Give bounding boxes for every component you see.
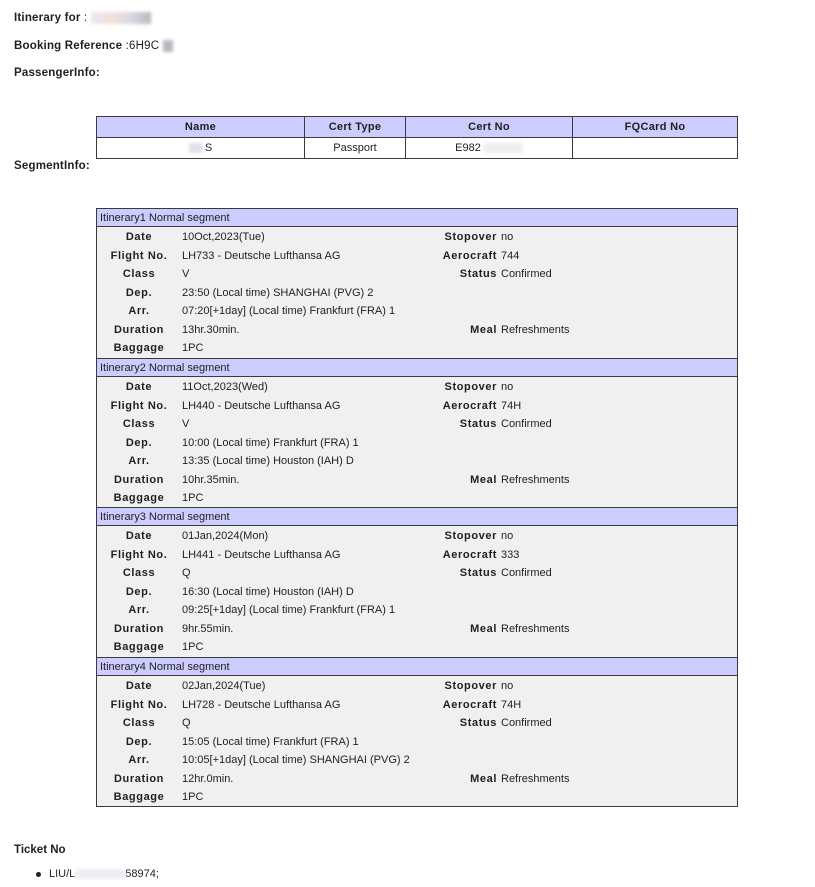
field-value-meal: Refreshments: [501, 473, 570, 486]
redacted-ticket-block: [75, 869, 125, 879]
cell-name: [97, 138, 305, 159]
field-value-stopover: no: [501, 381, 514, 393]
field-value-dep: 10:00 (Local time) Frankfurt (FRA) 1: [182, 436, 359, 449]
field-value-stopover: no: [501, 680, 514, 692]
field-label-meal: Meal: [470, 323, 497, 336]
segment-row: [97, 265, 737, 283]
field-label-baggage: Baggage: [113, 342, 165, 354]
segments-bottom-border: [96, 806, 738, 807]
field-value-meal: Refreshments: [501, 323, 570, 336]
field-value-dep: 16:30 (Local time) Houston (IAH) D: [182, 585, 354, 598]
segment-row: [97, 471, 737, 489]
field-value-status: Confirmed: [501, 567, 552, 579]
segment-row: [97, 546, 737, 564]
segment-row: [97, 378, 737, 396]
segment-body: [96, 526, 738, 657]
col-header-fqcard-no: FQCard No: [573, 117, 738, 138]
field-label-dep: Dep.: [125, 735, 153, 748]
field-label-arr: Arr.: [128, 754, 150, 766]
field-value-date: 02Jan,2024(Tue): [182, 680, 266, 692]
segment-title: Itinerary3 Normal segment: [96, 507, 738, 526]
bullet-icon: [36, 872, 41, 877]
field-label-class: Class: [122, 268, 156, 280]
field-label-meal: Meal: [470, 473, 497, 486]
field-value-aerocraft: 74H: [501, 698, 522, 711]
field-label-dep: Dep.: [125, 436, 153, 449]
field-label-duration: Duration: [113, 772, 165, 785]
field-value-flight-no: LH733 - Deutsche Lufthansa AG: [182, 249, 341, 262]
cell-cert-no: [406, 138, 573, 159]
segment-row: [97, 321, 737, 339]
col-header-cert-type: Cert Type: [305, 117, 406, 138]
field-label-class: Class: [122, 418, 156, 430]
field-value-stopover: no: [501, 231, 514, 243]
field-value-date: 11Oct,2023(Wed): [182, 381, 268, 393]
segment-row: [97, 583, 737, 601]
segment-row: [97, 397, 737, 415]
segment-row: [97, 284, 737, 302]
segment-row: [97, 714, 737, 732]
segment-info-label: SegmentInfo:: [14, 160, 90, 172]
passenger-table-row: [97, 138, 738, 159]
field-value-aerocraft: 333: [501, 548, 520, 561]
field-label-flight-no: Flight No.: [110, 249, 168, 262]
field-value-flight-no: LH441 - Deutsche Lufthansa AG: [182, 548, 341, 561]
field-value-baggage: 1PC: [182, 492, 204, 504]
field-label-aerocraft: Aerocraft: [442, 249, 497, 262]
segment-title: Itinerary2 Normal segment: [96, 358, 738, 377]
field-label-date: Date: [125, 680, 153, 692]
field-label-date: Date: [125, 231, 153, 243]
booking-reference-label: Booking Reference: [14, 40, 123, 53]
redacted-ref-block: [163, 40, 173, 52]
field-value-class: V: [182, 418, 190, 430]
segment-row: [97, 601, 737, 619]
ticket-item-suffix: 58974;: [125, 868, 159, 880]
field-label-aerocraft: Aerocraft: [442, 548, 497, 561]
itinerary-for-line: [14, 12, 151, 24]
field-value-duration: 12hr.0min.: [182, 772, 234, 785]
field-label-date: Date: [125, 381, 153, 393]
field-label-duration: Duration: [113, 473, 165, 486]
field-label-status: Status: [459, 567, 497, 579]
ticket-list-item: [36, 868, 159, 880]
cell-fqcard-no: [573, 138, 738, 159]
field-label-arr: Arr.: [128, 455, 150, 467]
field-label-flight-no: Flight No.: [110, 548, 168, 561]
segment-body: [96, 377, 738, 508]
field-label-aerocraft: Aerocraft: [442, 698, 497, 711]
field-value-meal: Refreshments: [501, 622, 570, 635]
passenger-info-label: PassengerInfo:: [14, 67, 100, 79]
field-value-class: V: [182, 268, 190, 280]
segment-body: [96, 676, 738, 807]
segment-row: [97, 733, 737, 751]
field-label-class: Class: [122, 717, 156, 729]
redacted-cell-block: [483, 143, 523, 153]
field-value-status: Confirmed: [501, 418, 552, 430]
passenger-table: [96, 116, 738, 159]
field-label-dep: Dep.: [125, 286, 153, 299]
field-label-flight-no: Flight No.: [110, 698, 168, 711]
field-value-class: Q: [182, 567, 191, 579]
field-value-baggage: 1PC: [182, 342, 204, 354]
field-label-stopover: Stopover: [444, 680, 497, 692]
segment-row: [97, 770, 737, 788]
field-label-date: Date: [125, 530, 153, 542]
field-value-dep: 15:05 (Local time) Frankfurt (FRA) 1: [182, 735, 359, 748]
segment-row: [97, 527, 737, 545]
field-value-duration: 9hr.55min.: [182, 622, 234, 635]
field-label-duration: Duration: [113, 622, 165, 635]
redacted-name-block: [91, 12, 151, 24]
segment-block: [96, 358, 738, 508]
segment-row: [97, 452, 737, 470]
field-value-stopover: no: [501, 530, 514, 542]
segment-block: [96, 208, 738, 358]
passenger-table-header: [97, 117, 738, 138]
itinerary-for-label: Itinerary for: [14, 12, 81, 25]
field-label-status: Status: [459, 418, 497, 430]
segment-block: [96, 657, 738, 807]
redacted-cell-block: [189, 143, 203, 153]
field-label-stopover: Stopover: [444, 231, 497, 243]
segment-row: [97, 489, 737, 507]
segment-row: [97, 677, 737, 695]
segment-row: [97, 434, 737, 452]
segment-row: [97, 564, 737, 582]
booking-reference-value: :6H9C: [125, 40, 160, 53]
field-label-meal: Meal: [470, 772, 497, 785]
field-label-baggage: Baggage: [113, 641, 165, 653]
segment-row: [97, 696, 737, 714]
segment-row: [97, 751, 737, 769]
segment-row: [97, 247, 737, 265]
segment-body: [96, 227, 738, 358]
segment-row: [97, 302, 737, 320]
segment-row: [97, 228, 737, 246]
field-value-aerocraft: 74H: [501, 399, 522, 412]
itinerary-for-value: :: [83, 12, 88, 25]
field-label-stopover: Stopover: [444, 530, 497, 542]
col-header-name: Name: [97, 117, 305, 138]
field-label-baggage: Baggage: [113, 492, 165, 504]
field-value-class: Q: [182, 717, 191, 729]
field-value-dep: 23:50 (Local time) SHANGHAI (PVG) 2: [182, 286, 374, 299]
field-label-stopover: Stopover: [444, 381, 497, 393]
field-value-aerocraft: 744: [501, 249, 520, 262]
field-value-baggage: 1PC: [182, 791, 204, 803]
segment-title: Itinerary4 Normal segment: [96, 657, 738, 676]
field-value-duration: 13hr.30min.: [182, 323, 240, 336]
field-label-flight-no: Flight No.: [110, 399, 168, 412]
field-value-flight-no: LH728 - Deutsche Lufthansa AG: [182, 698, 341, 711]
field-value-status: Confirmed: [501, 268, 552, 280]
field-label-status: Status: [459, 717, 497, 729]
ticket-item-prefix: LIU/L: [49, 868, 76, 880]
booking-reference-line: [14, 40, 173, 52]
col-header-cert-no: Cert No: [406, 117, 573, 138]
field-value-arr: 09:25[+1day] (Local time) Frankfurt (FRA) 1: [182, 604, 396, 616]
field-value-baggage: 1PC: [182, 641, 204, 653]
field-value-arr: 07:20[+1day] (Local time) Frankfurt (FRA) 1: [182, 305, 396, 317]
field-value-flight-no: LH440 - Deutsche Lufthansa AG: [182, 399, 341, 412]
field-label-meal: Meal: [470, 622, 497, 635]
segment-block: [96, 507, 738, 657]
field-label-status: Status: [459, 268, 497, 280]
segment-row: [97, 788, 737, 806]
segment-row: [97, 415, 737, 433]
segment-row: [97, 638, 737, 656]
field-value-duration: 10hr.35min.: [182, 473, 240, 486]
field-label-duration: Duration: [113, 323, 165, 336]
ticket-no-label: Ticket No: [14, 844, 66, 856]
field-value-meal: Refreshments: [501, 772, 570, 785]
cell-cert-type: Passport: [305, 138, 406, 159]
field-value-arr: 13:35 (Local time) Houston (IAH) D: [182, 455, 354, 467]
field-label-class: Class: [122, 567, 156, 579]
segment-row: [97, 620, 737, 638]
field-label-arr: Arr.: [128, 305, 150, 317]
cell-name-text: S: [204, 142, 213, 154]
field-value-date: 01Jan,2024(Mon): [182, 530, 269, 542]
field-label-arr: Arr.: [128, 604, 150, 616]
cell-cert-no-text: E982: [455, 142, 481, 154]
field-value-arr: 10:05[+1day] (Local time) SHANGHAI (PVG) 2: [182, 754, 410, 766]
field-value-date: 10Oct,2023(Tue): [182, 231, 265, 243]
field-label-baggage: Baggage: [113, 791, 165, 803]
field-label-aerocraft: Aerocraft: [442, 399, 497, 412]
field-value-status: Confirmed: [501, 717, 552, 729]
segment-row: [97, 339, 737, 357]
field-label-dep: Dep.: [125, 585, 153, 598]
segment-title: Itinerary1 Normal segment: [96, 208, 738, 227]
